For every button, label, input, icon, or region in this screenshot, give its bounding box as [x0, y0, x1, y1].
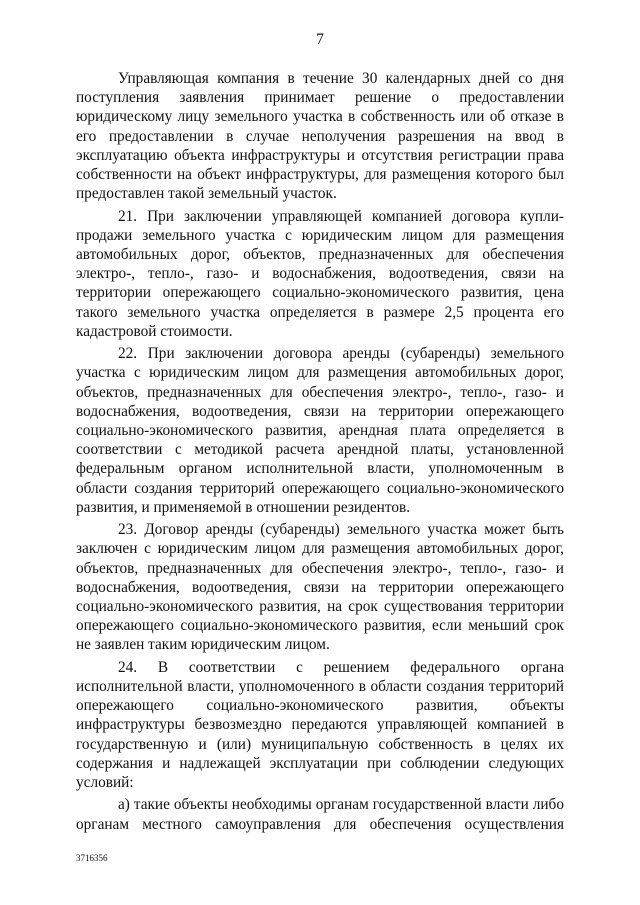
paragraph-decision-deadline: Управляющая компания в течение 30 календарных дней со дня поступления заявления принимает решение о предоставлении юридическому лицу земельного участка в собственность или об отказе в его предоставлении в случае неполучения разрешения на ввод в эксплуатацию объекта инфраструктуры и отсутствия регистрации права собственности на объект инфраструктуры, для размещения которого был предоставлен такой земельный участок.: [76, 70, 564, 203]
page-number: 7: [316, 31, 324, 48]
paragraph-24: 24. В соответствии с решением федерального органа исполнительной власти, уполномоченного в области создания территорий опережающего социально-экономического развития, объекты инфраструктуры безвозмездно передаются управляющей компанией в государственную и (или) муниципальную собственность в целях их содержания и надлежащей эксплуатации при соблюдении следующих условий:: [76, 658, 564, 792]
paragraph-24-a: а) такие объекты необходимы органам государственной власти либо органам местного самоуправления для обеспечения осуществления: [76, 796, 564, 833]
document-body: [76, 69, 564, 834]
paragraph-22: 22. При заключении договора аренды (субаренды) земельного участка с юридическим лицом для размещения автомобильных дорог, объектов, предназначенных для обеспечения электро-, тепло-, газо- и водоснабжения, водоотведения, связи на территории опережающего социально-экономического развития, арендная плата определяется в соответствии с методикой расчета арендной платы, установленной федеральным органом исполнительной власти, уполномоченным в области создания территорий опережающего социально-экономического развития, и применяемой в отношении резидентов.: [76, 345, 564, 516]
paragraph-23: 23. Договор аренды (субаренды) земельного участка может быть заключен с юридическим лицом для размещения автомобильных дорог, объектов, предназначенных для обеспечения электро-, тепло-, газо- и водоснабжения, водоотведения, связи на территории опережающего социально-экономического развития, на срок существования территории опережающего социально-экономического развития, если меньший срок не заявлен таким юридическим лицом.: [76, 521, 564, 654]
paragraph-21: 21. При заключении управляющей компанией договора купли-продажи земельного участка с юридическим лицом для размещения автомобильных дорог, объектов, предназначенных для обеспечения электро-, тепло-, газо- и водоснабжения, водоотведения, связи на территории опережающего социально-экономического развития, цена такого земельного участка определяется в размере 2,5 процента его кадастровой стоимости.: [76, 207, 564, 340]
document-code: 3716356: [76, 853, 108, 863]
